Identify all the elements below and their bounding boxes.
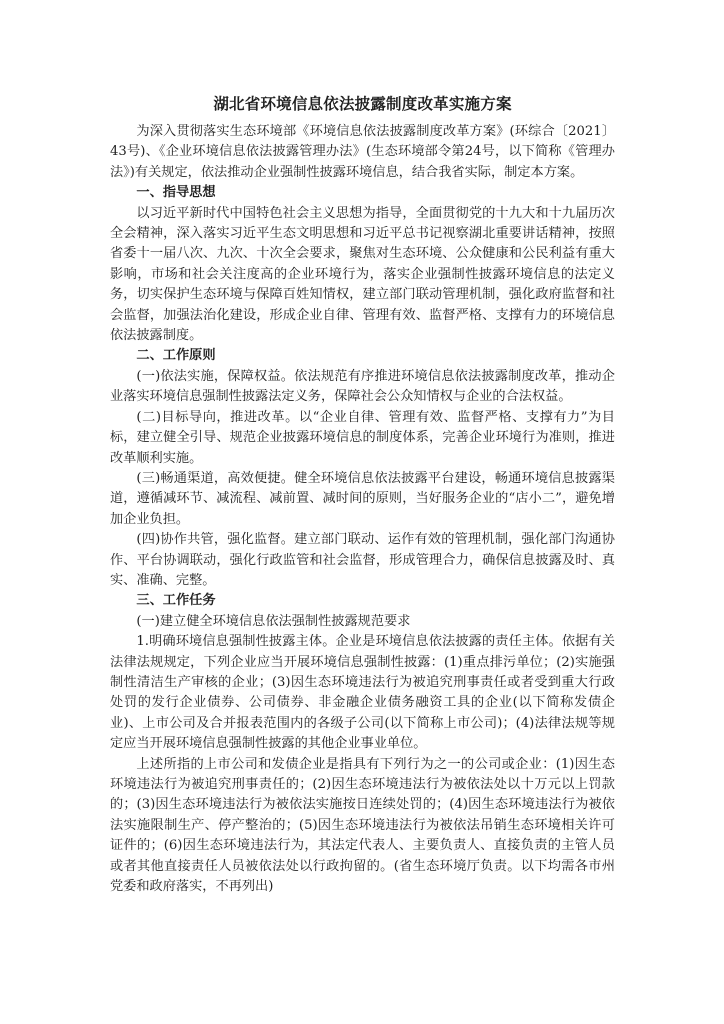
section-heading-work-principles: 二、工作原则 [136, 348, 216, 364]
document-page [110, 92, 615, 897]
task-subheading-1: (一)建立健全环境信息依法强制性披露规范要求 [136, 613, 411, 629]
principle-paragraph-4: (四)协作共管，强化监督。建立部门联动、运作有效的管理机制，强化部门沟通协作、平台协调联动，强化行政监管和社会监督，形成管理合力，确保信息披露及时、真实、准确、完整。 [110, 532, 615, 588]
document-title: 湖北省环境信息依法披露制度改革实施方案 [213, 95, 512, 113]
guiding-ideology-paragraph: 以习近平新时代中国特色社会主义思想为指导，全面贯彻党的十九大和十九届历次全会精神，深入落实习近平生态文明思想和习近平总书记视察湖北重要讲话精神，按照省委十一届八次、九次、十次全会要求，聚焦对生态环境、公众健康和公民利益有重大影响，市场和社会关注度高的企业环境行为，落实企业强制性披露环境信息的法定义务，切实保护生态环境与保障百姓知情权，建立部门联动管理机制，强化政府监督和社会监督，加强法治化建设，形成企业自律、管理有效、监督严格、支撑有力的环境信息依法披露制度。 [110, 205, 615, 344]
task-item-1-paragraph: 1.明确环境信息强制性披露主体。企业是环境信息依法披露的责任主体。依据有关法律法规规定，下列企业应当开展环境信息强制性披露：(1)重点排污单位；(2)实施强制性清洁生产审核的企业；(3)因生态环境违法行为被追究刑事责任或者受到重大行政处罚的发行企业债券、公司债券、非金融企业债务融资工具的企业(以下简称发债企业)、上市公司及合并报表范围内的各级子公司(以下简称上市公司)；(4)法律法规等规定应当开展环境信息强制性披露的其他企业事业单位。 [110, 634, 615, 752]
principle-paragraph-3: (三)畅通渠道，高效便捷。健全环境信息依法披露平台建设，畅通环境信息披露渠道，遵循减环节、减流程、减前置、减时间的原则，当好服务企业的“店小二”，避免增加企业负担。 [110, 470, 615, 527]
section-heading-guiding-ideology: 一、指导思想 [136, 185, 216, 201]
intro-paragraph: 为深入贯彻落实生态环境部《环境信息依法披露制度改革方案》(环综合〔2021〕43号)、《企业环境信息依法披露管理办法》(生态环境部令第24号，以下简称《管理办法》)有关规定，依法推动企业强制性披露环境信息，结合我省实际，制定本方案。 [110, 124, 615, 180]
principle-paragraph-1: (一)依法实施，保障权益。依法规范有序推进环境信息依法披露制度改革，推动企业落实环境信息强制性披露法定义务，保障社会公众知情权与企业的合法权益。 [110, 368, 615, 405]
task-item-1-continuation: 上述所指的上市公司和发债企业是指具有下列行为之一的公司或企业：(1)因生态环境违法行为被追究刑事责任的；(2)因生态环境违法行为被依法处以十万元以上罚款的；(3)因生态环境违法行为被依法实施按日连续处罚的；(4)因生态环境违法行为被依法实施限制生产、停产整治的；(5)因生态环境违法行为被依法吊销生态环境相关许可证件的；(6)因生态环境违法行为，其法定代表人、主要负责人、直接负责的主管人员或者其他直接责任人员被依法处以行政拘留的。(省生态环境厅负责。以下均需各市州党委和政府落实，不再列出) [110, 756, 615, 895]
principle-paragraph-2: (二)目标导向，推进改革。以“企业自律、管理有效、监督严格、支撑有力”为目标，建立健全引导、规范企业披露环境信息的制度体系，完善企业环境行为准则，推进改革顺利实施。 [110, 409, 615, 466]
section-heading-work-tasks: 三、工作任务 [136, 593, 216, 609]
